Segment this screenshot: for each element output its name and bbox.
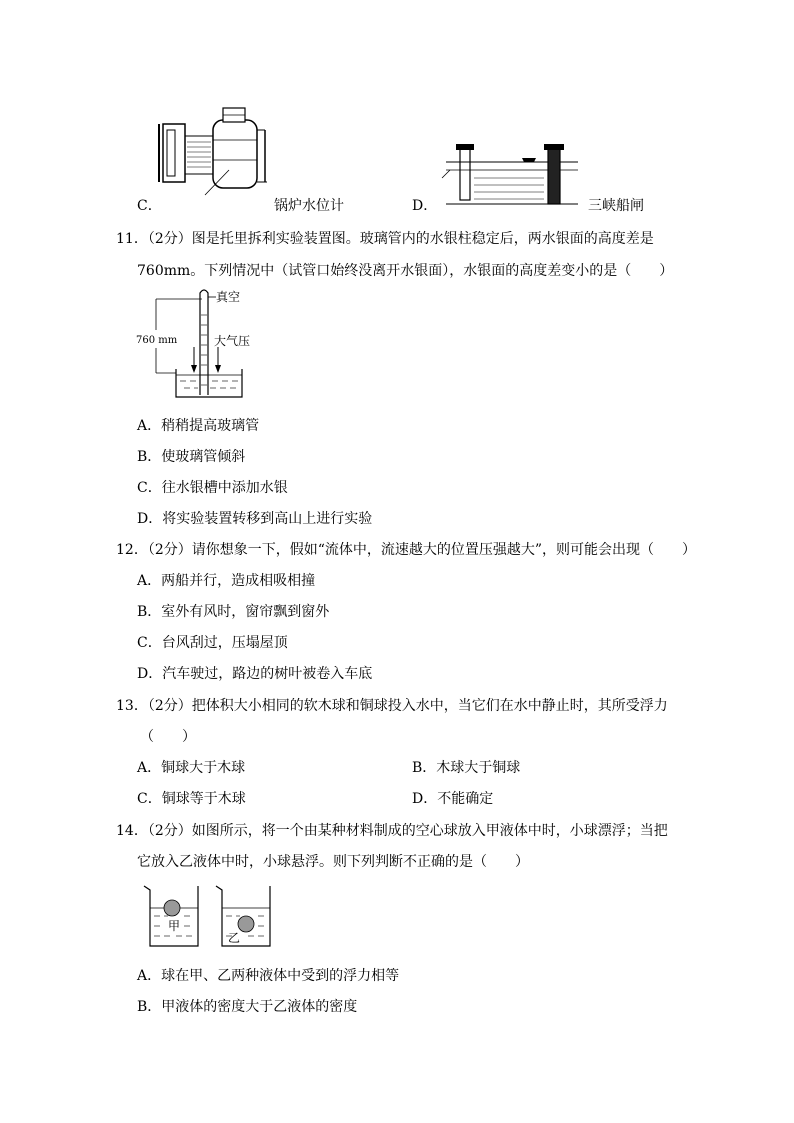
q11-option-d: D．将实验装置转移到高山上进行实验 bbox=[137, 511, 373, 527]
q12-option-d: D．汽车驶过，路边的树叶被卷入车底 bbox=[137, 666, 373, 682]
q13-stem-line1: 13．（2分）把体积大小相同的软木球和铜球投入水中，当它们在水中静止时，其所受浮力 bbox=[116, 698, 668, 714]
beaker-yi-label: 乙 bbox=[228, 931, 241, 945]
q10-option-d-caption: 三峡船闸 bbox=[588, 198, 644, 214]
q13-option-c: C．铜球等于木球 bbox=[137, 791, 246, 807]
q11-option-c: C．往水银槽中添加水银 bbox=[137, 480, 288, 496]
q10-option-d-letter: D． bbox=[412, 198, 438, 214]
q14-stem-line1: 14．（2分）如图所示，将一个由某种材料制成的空心球放入甲液体中时，小球漂浮；当把 bbox=[116, 823, 668, 839]
q11-stem-line1: 11．（2分）图是托里拆利实验装置图。玻璃管内的水银柱稳定后，两水银面的高度差是 bbox=[116, 231, 654, 247]
torricelli-pressure-label: 大气压 bbox=[214, 334, 251, 348]
q14-option-a: A．球在甲、乙两种液体中受到的浮力相等 bbox=[137, 968, 400, 984]
q12-option-b: B．室外有风时，窗帘飘到窗外 bbox=[137, 604, 330, 620]
q11-option-a: A．稍稍提高玻璃管 bbox=[137, 418, 260, 434]
q12-stem-line1: 12．（2分）请你想象一下，假如“流体中，流速越大的位置压强越大”，则可能会出现（ ） bbox=[116, 542, 697, 558]
three-gorges-ship-lock-figure bbox=[438, 140, 588, 210]
q13-option-a: A．铜球大于木球 bbox=[137, 760, 246, 776]
q11-stem-line2: 760mm。下列情况中（试管口始终没离开水银面），水银面的高度差变小的是（ ） bbox=[137, 263, 674, 279]
torricelli-apparatus-figure bbox=[136, 285, 266, 400]
q10-option-c-letter: C． bbox=[137, 198, 162, 214]
floating-ball-beakers-figure bbox=[140, 880, 280, 950]
torricelli-vacuum-label: 真空 bbox=[216, 290, 241, 304]
boiler-water-gauge-figure bbox=[155, 100, 275, 195]
q10-option-c-caption: 锅炉水位计 bbox=[274, 198, 344, 214]
q14-option-b: B．甲液体的密度大于乙液体的密度 bbox=[137, 999, 358, 1015]
q13-option-b: B．木球大于铜球 bbox=[412, 760, 521, 776]
q14-stem-line2: 它放入乙液体中时，小球悬浮。则下列判断不正确的是（ ） bbox=[137, 854, 529, 870]
q11-option-b: B．使玻璃管倾斜 bbox=[137, 449, 246, 465]
q12-option-c: C．台风刮过，压塌屋顶 bbox=[137, 635, 288, 651]
q13-option-d: D．不能确定 bbox=[412, 791, 494, 807]
q12-option-a: A．两船并行，造成相吸相撞 bbox=[137, 573, 316, 589]
beaker-jia-label: 甲 bbox=[168, 919, 181, 933]
q13-stem-line2: （ ） bbox=[140, 729, 196, 745]
torricelli-height-label: 760 mm bbox=[136, 335, 178, 346]
